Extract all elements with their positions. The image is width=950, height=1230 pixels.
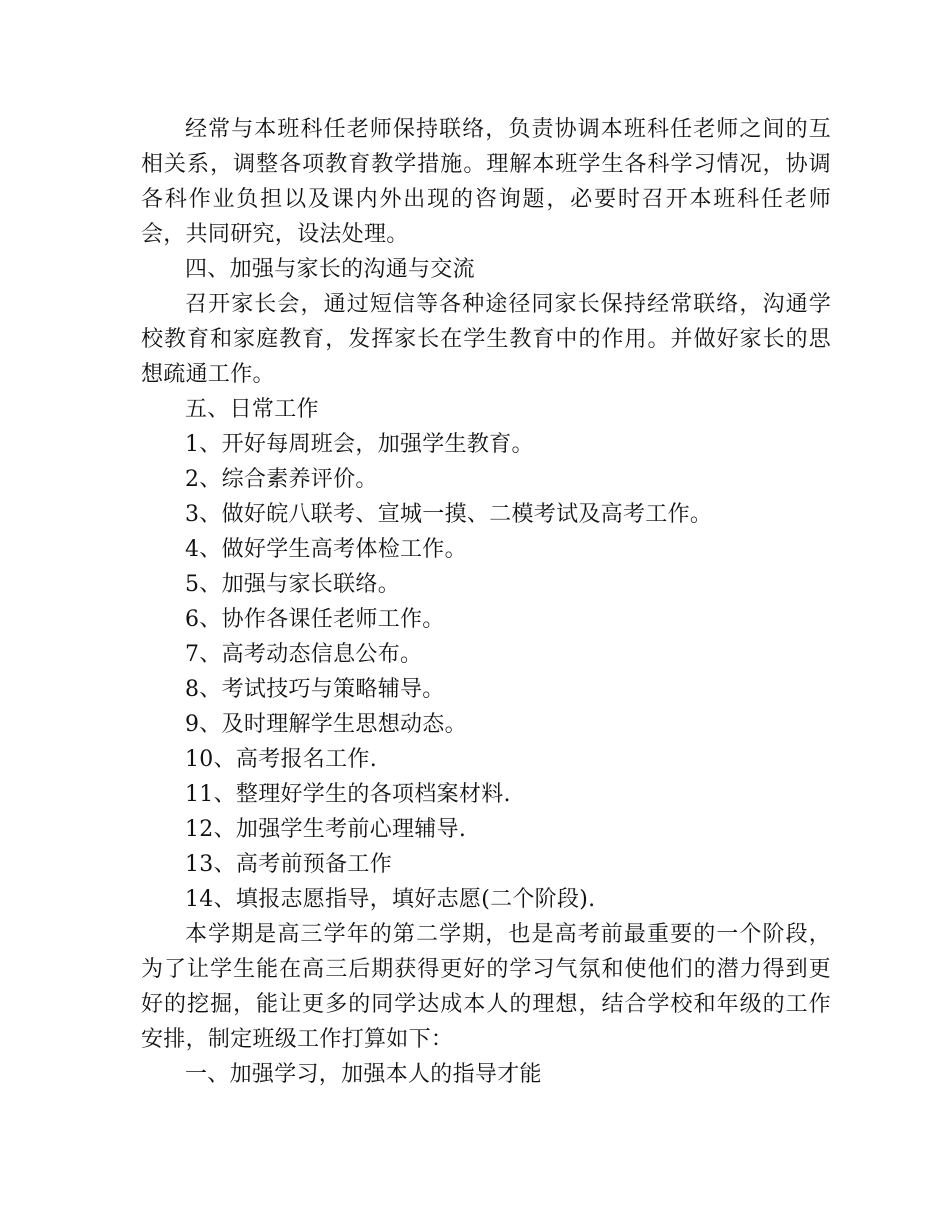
paragraph-semester-plan: 本学期是高三学年的第二学期，也是高考前最重要的一个阶段，为了让学生能在高三后期获得更好的学习气氛和使他们的潜力得到更好的挖掘，能让更多的同学达成本人的理想，结合学校和年级的工作安排，制定班级工作打算如下： [141,922,831,1052]
paragraph-parent-meeting: 召开家长会，通过短信等各种途径同家长保持经常联络，沟通学校教育和家庭教育，发挥家长在学生教育中的作用。并做好家长的思想疏通工作。 [141,292,831,387]
list-item: 6、协作各课任老师工作。 [185,607,445,632]
paragraph-teacher-liaison: 经常与本班科任老师保持联络，负责协调本班科任老师之间的互相关系，调整各项教育教学措施。理解本班学生各科学习情况，协调各科作业负担以及课内外出现的咨询题，必要时召开本班科任老师会，共同研究，设法处理。 [141,117,831,247]
list-item: 8、考试技巧与策略辅导。 [185,677,445,702]
list-item: 12、加强学生考前心理辅导. [185,817,467,842]
list-item: 4、做好学生高考体检工作。 [185,537,467,562]
list-item: 5、加强与家长联络。 [185,572,400,597]
section-heading-parent-communication: 四、加强与家长的沟通与交流 [185,257,475,282]
list-item: 7、高考动态信息公布。 [185,642,423,667]
document-body [141,112,831,1092]
list-item: 2、综合素养评价。 [185,467,378,492]
section-heading-daily-work: 五、日常工作 [185,397,319,422]
list-item: 3、做好皖八联考、宣城一摸、二模考试及高考工作。 [185,502,713,527]
list-item: 9、及时理解学生思想动态。 [185,712,467,737]
list-item: 11、整理好学生的各项档案材料. [185,782,511,807]
list-item: 1、开好每周班会，加强学生教育。 [185,432,534,457]
list-item: 14、填报志愿指导，填好志愿(二个阶段). [185,887,596,912]
list-item: 13、高考前预备工作 [185,852,392,877]
list-item: 10、高考报名工作. [185,747,377,772]
section-heading-strengthen-study: 一、加强学习，加强本人的指导才能 [185,1062,542,1087]
